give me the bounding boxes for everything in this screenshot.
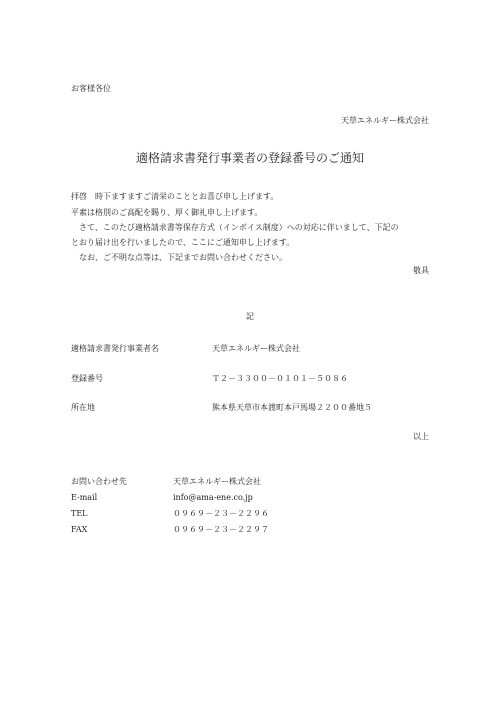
contact-value-inquiry: 天草エネルギー株式会社 [173,477,261,486]
salutation-to: お客様各位 [71,84,111,93]
detail-value-address: 熊本県天草市本渡町本戸馬場２２００番地５ [212,403,372,412]
contact-label-fax: FAX [71,525,88,534]
ki-marker: 記 [246,312,254,321]
detail-value-business-name: 天草エネルギー株式会社 [212,344,300,353]
detail-label-business-name: 適格請求書発行事業者名 [71,344,159,353]
contact-value-fax: ０９６９－２３－２２９７ [173,525,269,534]
contact-value-tel: ０９６９－２３－２２９６ [173,509,269,518]
ijou-marker: 以上 [413,432,429,441]
contact-label-tel: TEL [71,509,88,518]
contact-label-inquiry: お問い合わせ先 [71,477,127,486]
greeting-line: なお、ご不明な点等は、下記までお問い合わせください。 [71,253,287,262]
document-title: 適格請求書発行事業者の登録番号のご通知 [135,151,364,165]
contact-value-email: info@ama-ene.co.jp [173,493,253,502]
detail-label-registration-number: 登録番号 [71,374,103,383]
sender-company: 天草エネルギー株式会社 [341,116,429,125]
closing-keigu: 敬具 [413,266,429,275]
greeting-line: さて、このたび適格請求書等保存方式（インボイス制度）への対応に伴いまして、下記の [71,223,399,232]
detail-label-address: 所在地 [71,403,95,412]
greeting-line: とおり届け出を行いましたので、ここにご通知申し上げます。 [71,238,295,247]
greeting-line: 平素は格別のご高配を賜り、厚く御礼申し上げます。 [71,208,263,217]
contact-label-email: E-mail [71,493,98,502]
greeting-line: 拝啓 時下ますますご清栄のこととお喜び申し上げます。 [71,192,279,201]
detail-value-registration-number: Ｔ２－３３００－０１０１－５０８６ [212,374,348,383]
